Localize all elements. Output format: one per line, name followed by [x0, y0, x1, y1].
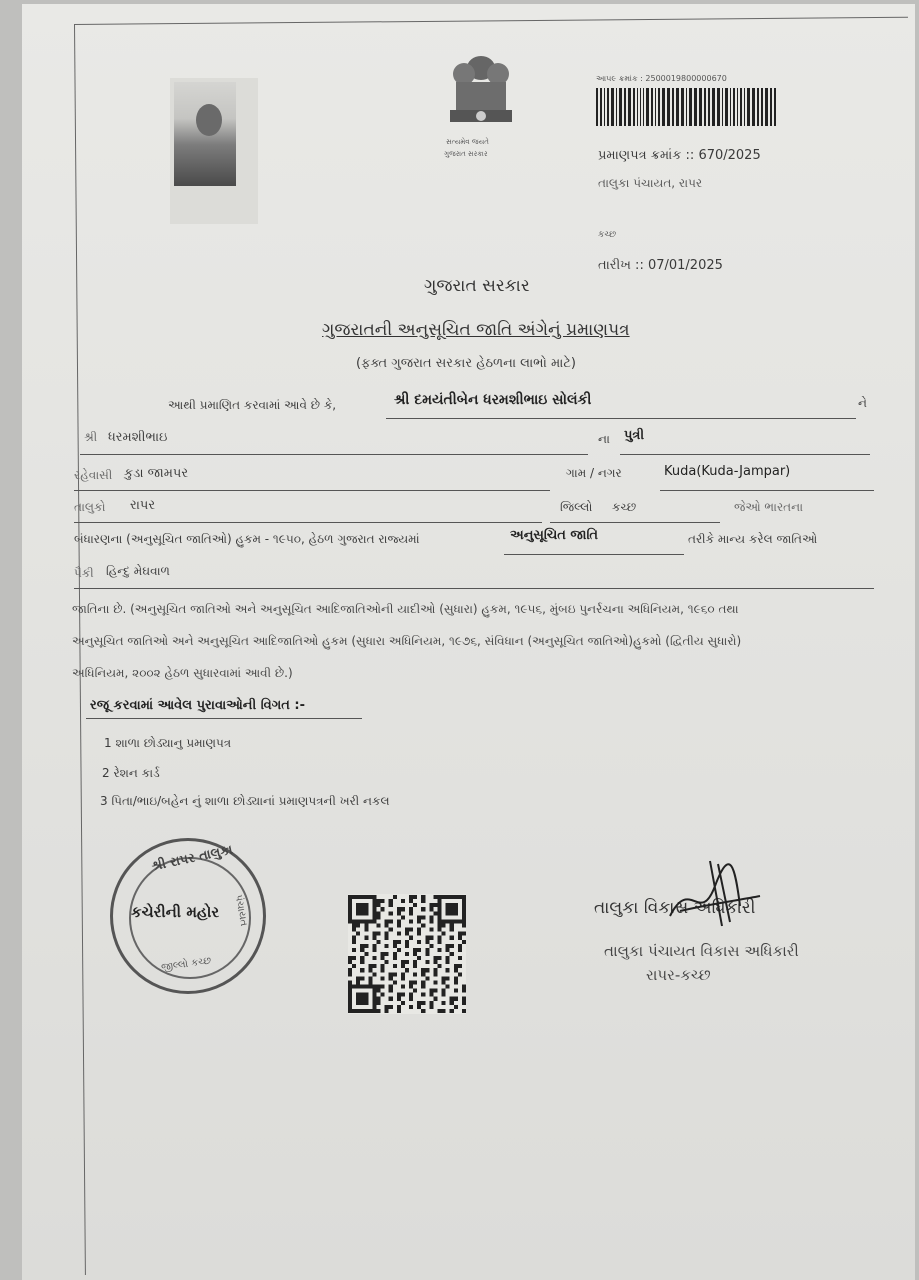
serial-number: આ૫૯ ક્રમાંક : 2500019800000670 [596, 74, 727, 83]
emblem-caption-2: ગુજરાત સરકાર [444, 150, 488, 158]
father-name: ધરમશીભાઇ [108, 430, 168, 445]
caste-value: હિન્દુ મેઘવાળ [106, 564, 170, 578]
relation-value: પુત્રી [624, 428, 645, 443]
stamp-ring-right: પંચાયત [232, 893, 250, 928]
issued-at-label: કચ્છ [598, 230, 617, 240]
taluka-label: તાલુકો [74, 500, 106, 514]
certificate-number: પ્રમાણપત્ર ક્રમાંક :: 670/2025 [598, 148, 761, 163]
issue-date: તારીખ :: 07/01/2025 [598, 258, 723, 273]
signatory-place: રાપર-કચ્છ [646, 966, 711, 984]
signature-scribble [660, 856, 770, 936]
father-prefix: શ્રી [84, 430, 98, 444]
resident-label: રહેવાસી [74, 468, 113, 482]
applicant-photo [170, 78, 258, 224]
name-suffix: ને [858, 396, 867, 410]
stamp-ring-bottom: જીલ્લો કચ્છ [160, 955, 212, 974]
issuing-office: તાલુકા પંચાયત, રાપર [598, 176, 703, 190]
evidence-item-3: 3 પિતા/ભાઇ/બહેન નું શાળા છોડ્યાનાં પ્રમાણપત્રની ખરી નકલ [100, 794, 390, 808]
stamp-ring-top: શ્રી રાપર તાલુકા [150, 842, 235, 875]
stamp-center: કચેરીની મહોર [131, 903, 220, 921]
order-value: અનુસૂચિત જાતિ [510, 528, 599, 543]
legal-paragraph-line-3: અધિનિયમ, ૨૦૦૨ હેઠળ સુધારવામાં આવી છે.) [72, 666, 293, 680]
caste-prefix: પૈકી [74, 566, 94, 580]
signatory-title: તાલુકા વિકાસ અધિકારી [594, 898, 756, 918]
certificate-title: ગુજરાતની અનુસૂચિત જાતિ અંગેનું પ્રમાણપત્ર [322, 320, 630, 340]
emblem-caption-1: સત્યમેવ જયતે [446, 138, 489, 146]
village-value: Kuda(Kuda-Jampar) [664, 464, 791, 479]
relation-label: ના [598, 432, 610, 446]
evidence-heading: રજૂ કરવામાં આવેલ પુરાવાઓની વિગત :- [90, 698, 305, 713]
government-title: ગુજરાત સરકાર [424, 276, 530, 296]
signatory-office: તાલુકા પંચાયત વિકાસ અધિકારી [604, 942, 799, 960]
order-text: બંધારણના (અનુસૂચિત જાતિઓ) હુકમ - ૧૯૫૦, હેઠળ ગુજરાત રાજ્યમાં [74, 532, 420, 546]
evidence-item-1: 1 શાળા છોડ્યાનુ પ્રમાણપત્ર [104, 736, 232, 750]
district-label: જિલ્લો [560, 500, 593, 514]
barcode [596, 88, 778, 126]
taluka-value: રાપર [130, 498, 156, 513]
legal-paragraph-line-1: જાતિના છે. (અનુસૂચિત જાતિઓ અને અનુસૂચિત આદિજાતિઓની યાદીઓ (સુધારા) હુકમ, ૧૯૫૬, મુંબઇ પુનર્રચના અધિનિયમ, ૧૯૬૦ તથા [72, 602, 739, 616]
applicant-name: શ્રી દમયંતીબેન ધરમશીભાઇ સોલંકી [394, 392, 592, 408]
legal-paragraph-line-2: અનુસૂચિત જાતિઓ અને અનુસૂચિત આદિજાતિઓ હુકમ (સુધારા અધિનિયમ, ૧૯૭૬, સંવિધાન (અનુસૂચિત જાતિઓ)હુકમો (દ્વિતીય સુધારો) [72, 634, 742, 648]
certificate-subtitle: (ફક્ત ગુજરાત સરકાર હેઠળના લાભો માટે) [356, 356, 576, 371]
qr-code [348, 894, 466, 1014]
resident-value: કુડા જામપર [124, 466, 189, 481]
district-value: કચ્છ [612, 500, 637, 514]
village-label: ગામ / નગર [566, 466, 622, 480]
recognized-label: તરીકે માન્ય કરેલ જાતિઓ [688, 532, 818, 546]
certify-label: આથી પ્રમાણિત કરવામાં આવે છે કે, [168, 398, 337, 412]
office-seal-stamp [110, 838, 266, 994]
evidence-item-2: 2 રેશન કાર્ડ [102, 766, 160, 780]
constitution-label: જેઓ ભારતના [734, 500, 804, 514]
